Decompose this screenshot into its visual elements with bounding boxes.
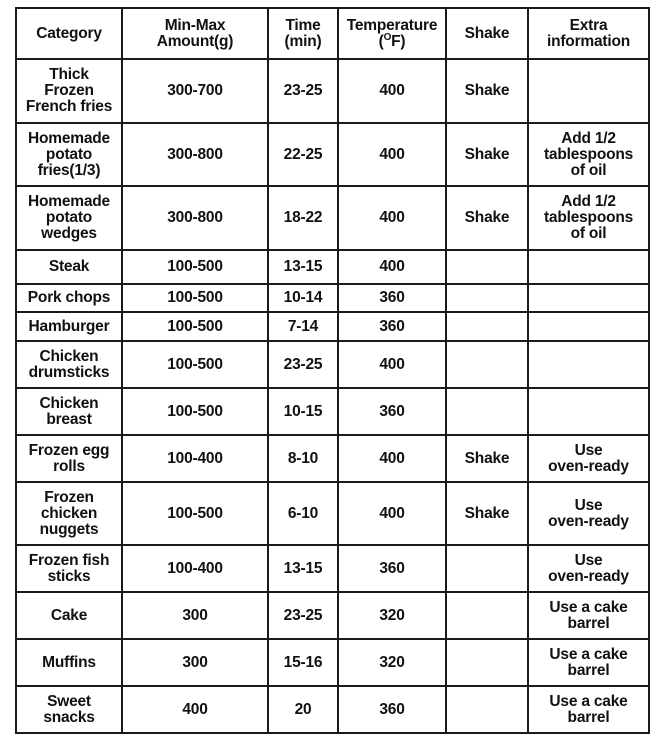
cell-category: Thick Frozen French fries	[16, 59, 122, 123]
table-row	[16, 341, 649, 388]
cell-time: 6-10	[268, 482, 338, 545]
cell-temperature: 400	[338, 435, 446, 482]
cell-category: Frozen chicken nuggets	[16, 482, 122, 545]
cell-amount: 100-500	[122, 341, 268, 388]
cell-temperature: 320	[338, 639, 446, 686]
table-row	[16, 686, 649, 733]
cell-extra	[528, 312, 649, 341]
cell-time: 8-10	[268, 435, 338, 482]
cell-extra: Add 1/2 tablespoons of oil	[528, 123, 649, 186]
cell-temperature: 400	[338, 341, 446, 388]
cell-amount: 100-500	[122, 312, 268, 341]
table-row	[16, 388, 649, 435]
cell-temperature: 360	[338, 284, 446, 312]
cell-temperature: 360	[338, 388, 446, 435]
cell-extra: Add 1/2 tablespoons of oil	[528, 186, 649, 250]
cell-time: 22-25	[268, 123, 338, 186]
table-row	[16, 482, 649, 545]
header-category: Category	[16, 8, 122, 59]
cell-shake	[446, 686, 528, 733]
table-row	[16, 312, 649, 341]
cell-amount: 300-800	[122, 186, 268, 250]
cell-extra: Use oven-ready	[528, 545, 649, 592]
cell-extra	[528, 341, 649, 388]
cell-shake: Shake	[446, 482, 528, 545]
table-row	[16, 250, 649, 284]
cell-temperature: 400	[338, 59, 446, 123]
cell-shake	[446, 388, 528, 435]
table-row	[16, 592, 649, 639]
cell-shake	[446, 341, 528, 388]
cell-extra	[528, 59, 649, 123]
cell-amount: 300-700	[122, 59, 268, 123]
cell-shake: Shake	[446, 59, 528, 123]
cell-category: Pork chops	[16, 284, 122, 312]
cell-amount: 100-500	[122, 250, 268, 284]
cell-time: 23-25	[268, 59, 338, 123]
cell-amount: 100-400	[122, 545, 268, 592]
cell-amount: 100-500	[122, 482, 268, 545]
table-row	[16, 639, 649, 686]
table-row	[16, 186, 649, 250]
cell-time: 13-15	[268, 545, 338, 592]
cell-time: 10-14	[268, 284, 338, 312]
cell-category: Chicken breast	[16, 388, 122, 435]
header-temperature-prefix: Temperature (	[346, 16, 438, 50]
cell-temperature: 400	[338, 123, 446, 186]
cell-category: Homemade potato wedges	[16, 186, 122, 250]
table-row	[16, 284, 649, 312]
table-row	[16, 435, 649, 482]
header-temperature-suffix: F)	[391, 32, 406, 50]
table-row	[16, 123, 649, 186]
cell-extra: Use oven-ready	[528, 435, 649, 482]
cell-time: 7-14	[268, 312, 338, 341]
cell-extra	[528, 284, 649, 312]
cell-amount: 100-500	[122, 284, 268, 312]
cell-category: Chicken drumsticks	[16, 341, 122, 388]
cell-temperature: 360	[338, 312, 446, 341]
cell-category: Frozen fish sticks	[16, 545, 122, 592]
cell-category: Steak	[16, 250, 122, 284]
cell-extra: Use a cake barrel	[528, 639, 649, 686]
cell-time: 15-16	[268, 639, 338, 686]
table-body	[16, 59, 649, 733]
cell-temperature: 320	[338, 592, 446, 639]
cell-temperature: 360	[338, 545, 446, 592]
cell-amount: 300	[122, 639, 268, 686]
cell-shake	[446, 545, 528, 592]
cell-shake	[446, 250, 528, 284]
cell-amount: 300-800	[122, 123, 268, 186]
cell-shake: Shake	[446, 186, 528, 250]
cell-extra: Use oven-ready	[528, 482, 649, 545]
cell-category: Homemade potato fries(1/3)	[16, 123, 122, 186]
cell-category: Muffins	[16, 639, 122, 686]
cell-time: 18-22	[268, 186, 338, 250]
cell-amount: 100-500	[122, 388, 268, 435]
cell-time: 20	[268, 686, 338, 733]
cell-time: 13-15	[268, 250, 338, 284]
table-row	[16, 545, 649, 592]
table-row	[16, 59, 649, 123]
cell-category: Frozen egg rolls	[16, 435, 122, 482]
cell-extra: Use a cake barrel	[528, 592, 649, 639]
header-temperature-sup: O	[383, 31, 392, 43]
cell-amount: 100-400	[122, 435, 268, 482]
header-extra: Extra information	[528, 8, 649, 59]
cell-extra	[528, 388, 649, 435]
cell-amount: 300	[122, 592, 268, 639]
header-row	[16, 8, 649, 59]
cell-shake	[446, 592, 528, 639]
header-time: Time (min)	[268, 8, 338, 59]
cell-category: Cake	[16, 592, 122, 639]
cell-shake	[446, 639, 528, 686]
cell-shake: Shake	[446, 435, 528, 482]
header-shake: Shake	[446, 8, 528, 59]
header-temperature	[338, 8, 446, 59]
header-amount: Min-Max Amount(g)	[122, 8, 268, 59]
cell-time: 23-25	[268, 341, 338, 388]
cell-time: 10-15	[268, 388, 338, 435]
cell-time: 23-25	[268, 592, 338, 639]
cell-shake	[446, 312, 528, 341]
cooking-chart-table	[15, 7, 650, 734]
cell-temperature: 360	[338, 686, 446, 733]
cell-category: Sweet snacks	[16, 686, 122, 733]
cell-shake	[446, 284, 528, 312]
cell-temperature: 400	[338, 482, 446, 545]
cell-temperature: 400	[338, 250, 446, 284]
cell-category: Hamburger	[16, 312, 122, 341]
cell-shake: Shake	[446, 123, 528, 186]
cell-temperature: 400	[338, 186, 446, 250]
cell-extra: Use a cake barrel	[528, 686, 649, 733]
cell-extra	[528, 250, 649, 284]
cell-amount: 400	[122, 686, 268, 733]
